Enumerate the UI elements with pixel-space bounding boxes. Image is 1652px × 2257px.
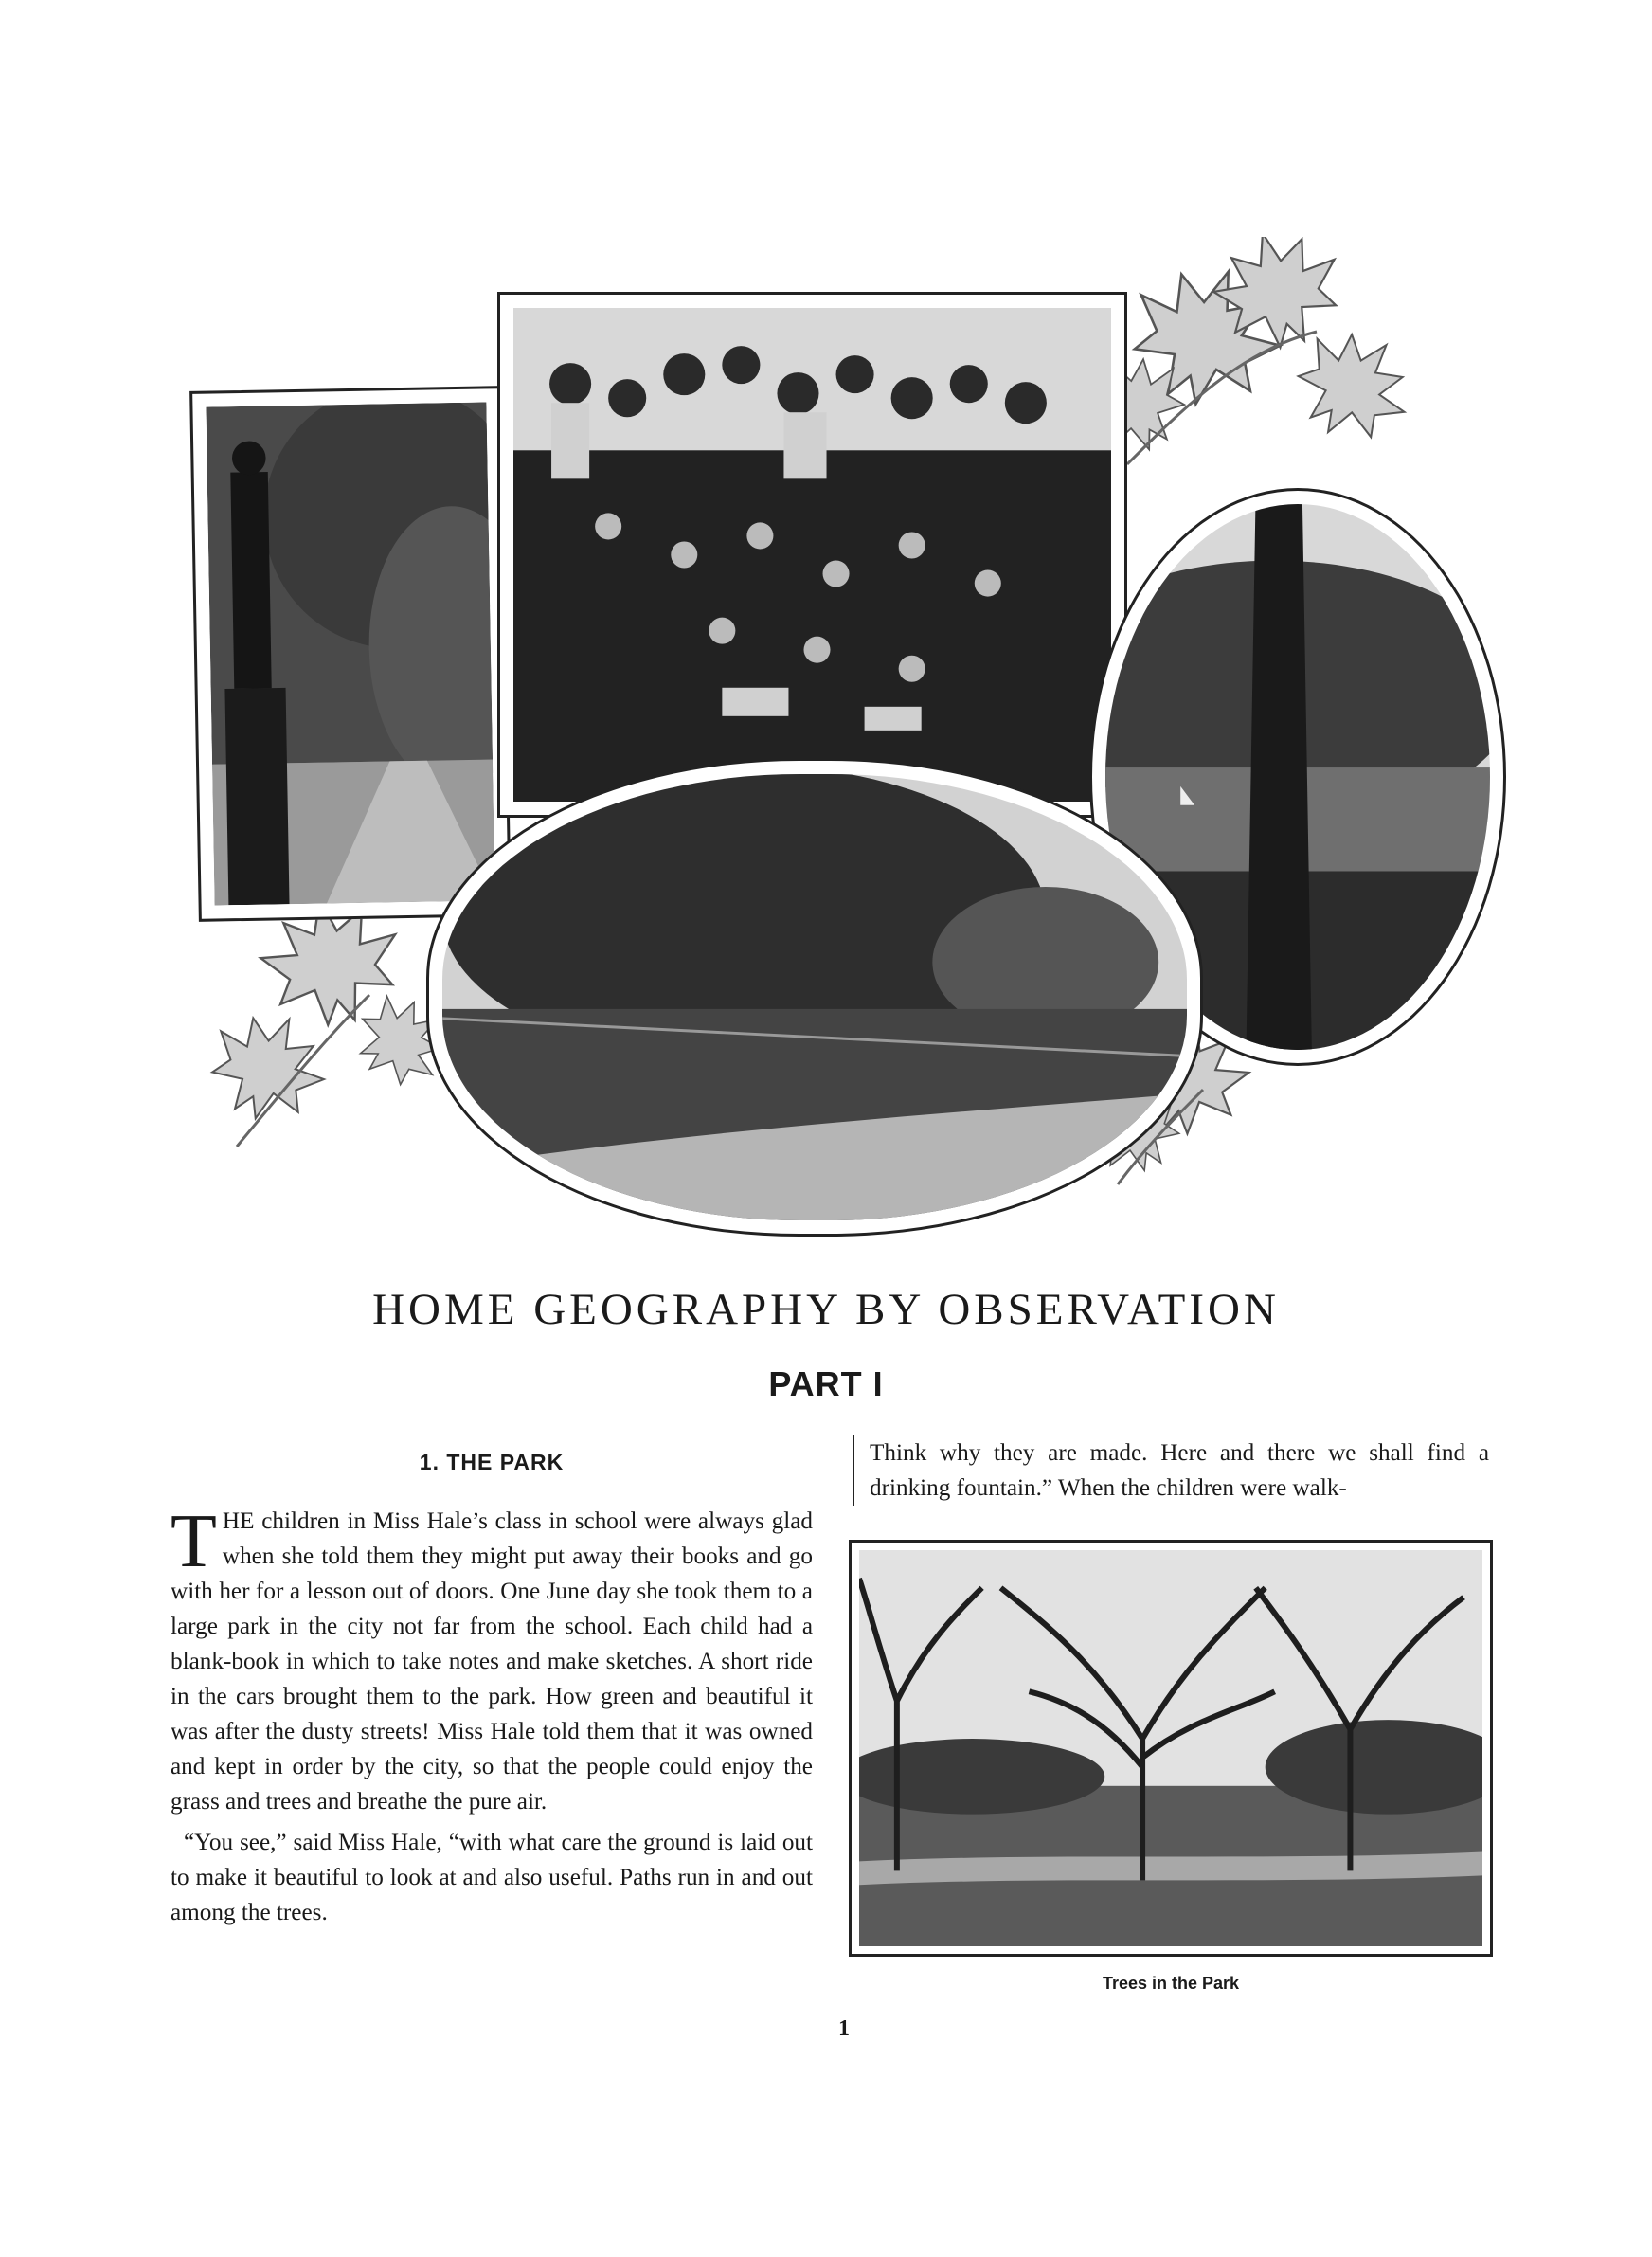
figure-caption: Trees in the Park <box>1102 1974 1240 1993</box>
trees-in-park-photo <box>849 1540 1493 1957</box>
section-heading: 1. THE PARK <box>419 1450 565 1474</box>
left-column <box>171 1450 813 1930</box>
paragraph-1 <box>171 1500 813 1819</box>
schoolchildren-photo <box>497 292 1127 818</box>
park-meadow-photo <box>426 758 1203 1237</box>
page-number: 1 <box>838 2016 850 2041</box>
part-heading: PART I <box>768 1364 884 1403</box>
paragraph-2: “You see,” said Miss Hale, “with what care the ground is laid out to make it beautiful to look at and also useful. Paths run in and out among the trees. <box>171 1830 813 1925</box>
book-title: HOME GEOGRAPHY BY OBSERVATION <box>372 1285 1280 1334</box>
continuation-text: Think why they are made. Here and there we shall find a drinking fountain.” When the children were walk- <box>853 1435 1489 1506</box>
statue-avenue-photo <box>189 386 512 922</box>
paragraph-1-text: HE children in Miss Hale’s class in school were always glad when she told them they might put away their books and go with her for a lesson out of doors. One June day she took them to a large park in the city not far from the school. Each child had a blank-book in which to take notes and make sketches. A short ride in the cars brought them to the park. How green and beautiful it was after the dusty streets! Miss Hale told them that it was owned and kept in order by the city, so that the people could enjoy the grass and trees and breathe the pure air. <box>171 1508 813 1815</box>
right-column <box>853 1435 1489 1506</box>
drop-cap: T <box>171 1500 217 1583</box>
photo-collage <box>180 237 1525 1241</box>
